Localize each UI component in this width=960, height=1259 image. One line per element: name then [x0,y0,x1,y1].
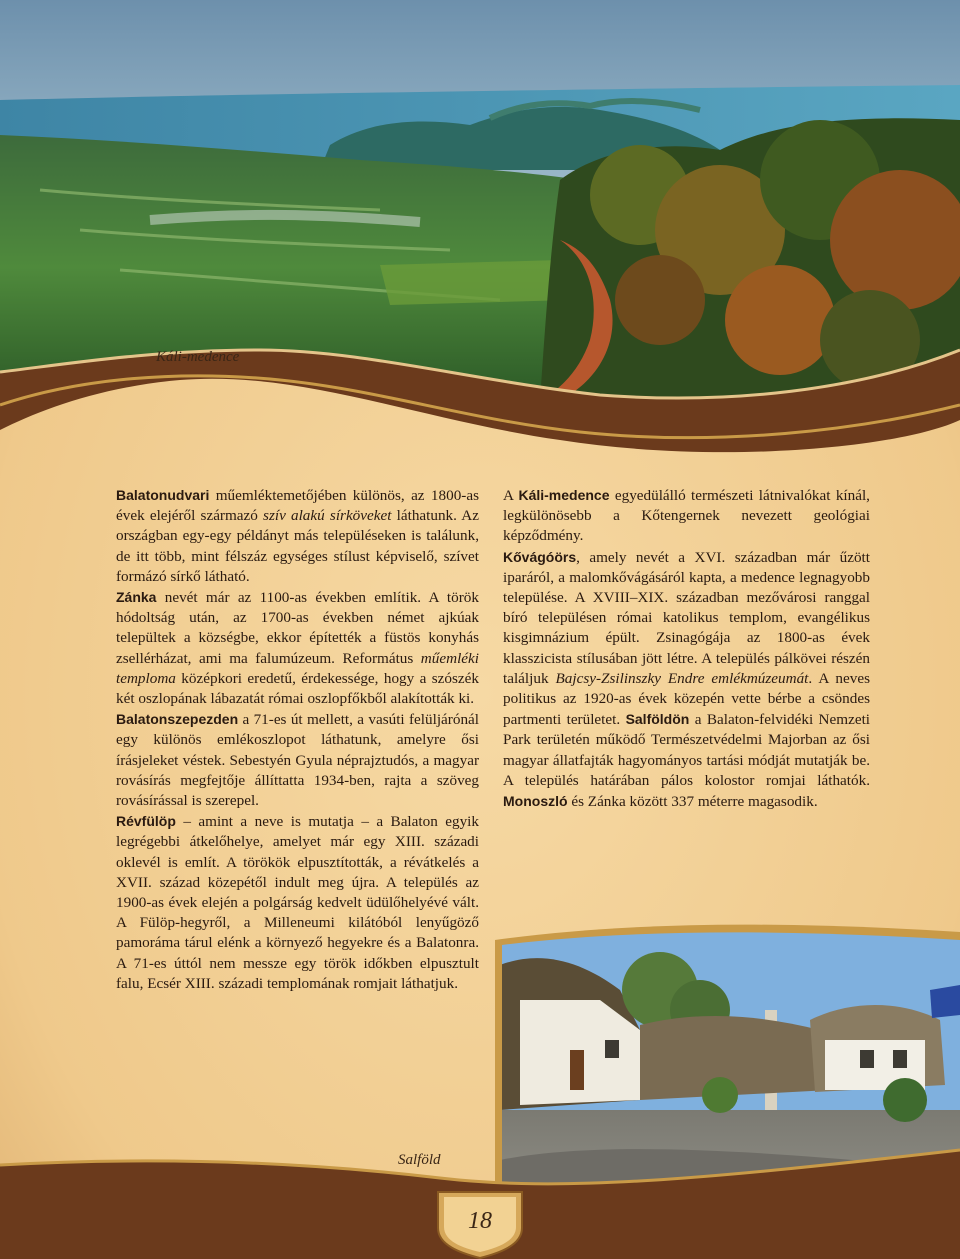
place-name: Révfülöp [116,813,176,830]
place-name: Káli-medence [518,487,610,503]
emphasis: műemléki temploma [116,649,479,687]
emphasis: Bajcsy-Zsilinszky Endre emlékmúzeumát [555,669,809,687]
village-caption: Salföld [398,1152,441,1168]
text-run: a Balaton-felvidéki Nemzeti Park területén működő Természetvédelmi Majorban az ősi magyar állatfajták hagyományos tartási módját mutatják be. A település határában pálos kolostor romjai láthatók. [503,711,871,789]
paragraph [116,485,479,587]
paragraph [116,587,479,709]
text-run: egyedülálló természeti látnivalókat kínál, legkülönösebb a Kőtengernek nevezett geológiai képződmény. [503,487,870,545]
text-run: középkori eredetű, érdekessége, hogy a szószék két oszlopának lábazatát római oszlopfőkből alakították ki. [116,669,479,708]
place-name: Zánka [116,589,157,606]
paragraph [116,811,479,994]
paragraph [503,485,870,547]
left-text-column [116,485,479,994]
paragraph [503,547,870,813]
text-run: , amely nevét a XVI. században már űzött iparáról, a malomkővágásáról kapta, a medence legnagyobb települése. A XVIII–XIX. században mezővárosi ranggal bíró településen római katolikus templom, evangélikus kisgimnázium épült. Zsinagógája az 1800-as évek klasszicista stílusában jött létre. A település pálkövei részén találjuk [503,548,870,687]
text-run: műemléktemetőjében különös, az 1800-as évek elejéről származó [116,487,479,525]
text-run: láthatunk. Az országban egy-egy példányt más településeken is találunk, de itt több, mint félszáz egységes stílust képviselő, szívet formázó sírkő látható. [116,507,479,585]
place-name: Balatonszepezden [116,711,239,728]
place-name: Balatonudvari [116,487,210,503]
text-run: a 71-es út mellett, a vasúti felüljárónál egy különös emlékoszlopot láthatunk, amelyre ősi írásjeleket véstek. Sebestyén Gyula néprajztudós, a magyar rovásírás megfejtője állíttatta 1934-ben, rajta a szöveg rovásírással is szerepel. [116,711,479,810]
paragraph [116,709,479,811]
text-run: – amint a neve is mutatja – a Balaton egyik legrégebbi átkelőhelye, amelyet már egy XIII. századi oklevél is említ. A törökök elpusztították, a révátkelés a XVII. század közepétől indult meg újra. A település az 1900-as évek elején a polgárság kedvelt üdülőhelyévé vált. A Fülöp-hegyről, a Milleneumi kilátóból lenyűgöző pamoráma tárul elénk a környező hegyekre és a Balatonra. A 71-es úttól nem messze egy török időkben elpusztult falu, Ecsér XIII. századi templomának romjait láthatjuk. [116,813,479,992]
page-number: 18 [468,1208,492,1234]
landscape-caption: Káli-medence [156,349,240,365]
place-name: Monoszló [503,793,568,810]
emphasis: szív alakú sírköveket [263,507,392,525]
text-run: nevét már az 1100-as években említik. A török hódoltság után, az 1700-as években német ajkúak települtek a községbe, ekkor építették a füstös konyhás zsellérházat, ami ma falumúzeum. Református [116,589,479,667]
place-name: Kővágóörs [503,548,577,565]
text-run: A [503,487,519,504]
right-text-column [503,485,870,812]
landscape-photo [0,0,960,400]
text-run: és Zánka között 337 méterre magasodik. [567,793,818,811]
text-run: . A neves politikus az 1920-as évek közepén vette bérbe a csöndes partmenti területet. [503,669,870,729]
place-name: Salföldön [625,711,690,728]
